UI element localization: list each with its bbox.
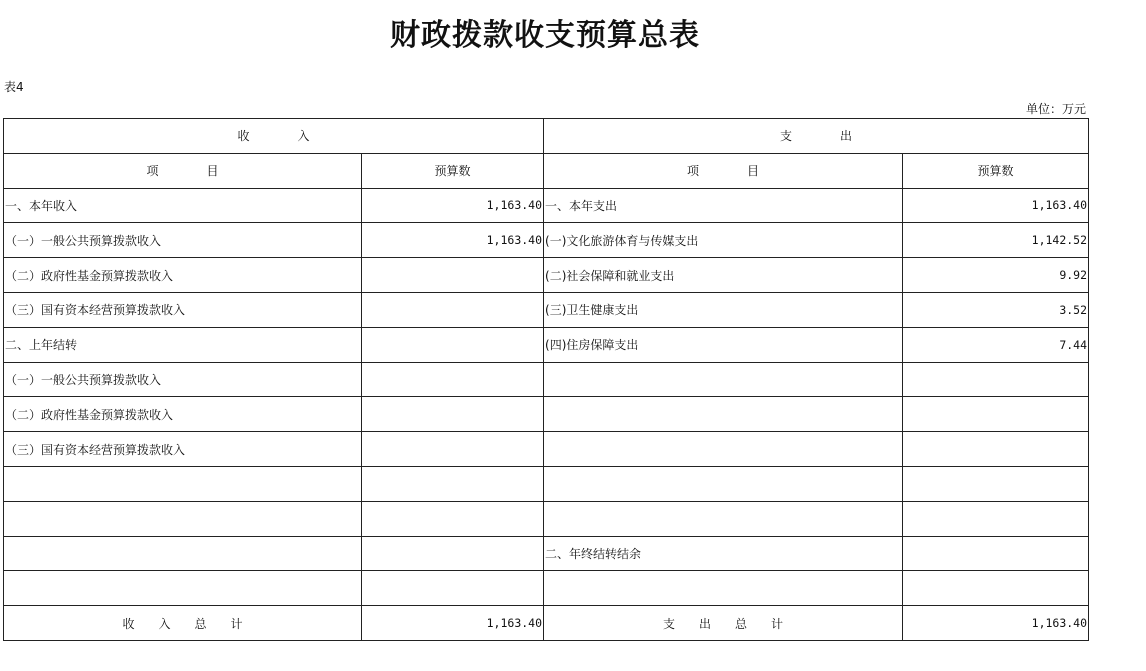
income-budget-cell (362, 397, 544, 432)
income-budget-cell (362, 362, 544, 397)
table-number: 表4 (4, 80, 24, 94)
section-header-row (4, 119, 1089, 154)
income-item-cell: （三）国有资本经营预算拨款收入 (4, 432, 362, 467)
income-item-cell: 二、上年结转 (4, 327, 362, 362)
expense-budget-cell (903, 536, 1089, 571)
totals-row (4, 606, 1089, 641)
page-title: 财政拨款收支预算总表 (390, 18, 700, 53)
income-budget-header: 预算数 (362, 153, 544, 188)
expense-budget-cell (903, 466, 1089, 501)
expense-total-value: 1,163.40 (903, 606, 1089, 641)
income-item-cell: （二）政府性基金预算拨款收入 (4, 258, 362, 293)
table-row (4, 397, 1089, 432)
expense-budget-cell (903, 397, 1089, 432)
income-item-cell: （二）政府性基金预算拨款收入 (4, 397, 362, 432)
table-row (4, 327, 1089, 362)
expense-budget-cell (903, 571, 1089, 606)
income-budget-cell (362, 536, 544, 571)
expense-item-cell (544, 466, 903, 501)
income-budget-cell (362, 432, 544, 467)
income-budget-cell: 1,163.40 (362, 223, 544, 258)
income-budget-cell (362, 571, 544, 606)
income-budget-cell: 1,163.40 (362, 188, 544, 223)
expense-budget-cell: 1,142.52 (903, 223, 1089, 258)
table-row (4, 362, 1089, 397)
table-row (4, 536, 1089, 571)
column-header-row (4, 153, 1089, 188)
expense-item-cell: 二、年终结转结余 (544, 536, 903, 571)
expense-item-cell (544, 397, 903, 432)
unit-label: 单位：万元 (1025, 102, 1086, 116)
budget-table (3, 118, 1089, 641)
table-row (4, 188, 1089, 223)
table-row (4, 292, 1089, 327)
income-item-cell (4, 466, 362, 501)
expense-item-cell (544, 571, 903, 606)
income-total-value: 1,163.40 (362, 606, 544, 641)
income-item-cell (4, 571, 362, 606)
income-item-header: 项 目 (4, 153, 362, 188)
table-row (4, 571, 1089, 606)
expense-item-cell (544, 362, 903, 397)
expense-budget-cell: 9.92 (903, 258, 1089, 293)
income-header: 收 入 (4, 119, 544, 154)
income-item-cell: （一）一般公共预算拨款收入 (4, 362, 362, 397)
income-item-cell: （一）一般公共预算拨款收入 (4, 223, 362, 258)
expense-budget-cell (903, 501, 1089, 536)
expense-total-label: 支 出 总 计 (544, 606, 903, 641)
expense-item-cell (544, 501, 903, 536)
table-row (4, 258, 1089, 293)
table-row (4, 501, 1089, 536)
income-budget-cell (362, 258, 544, 293)
expense-item-header: 项 目 (544, 153, 903, 188)
income-budget-cell (362, 501, 544, 536)
income-item-cell (4, 501, 362, 536)
expense-budget-cell: 1,163.40 (903, 188, 1089, 223)
income-budget-cell (362, 327, 544, 362)
expense-item-cell: (二)社会保障和就业支出 (544, 258, 903, 293)
income-item-cell: 一、本年收入 (4, 188, 362, 223)
table-row (4, 223, 1089, 258)
expense-budget-cell (903, 362, 1089, 397)
expense-item-cell: 一、本年支出 (544, 188, 903, 223)
expense-budget-cell: 7.44 (903, 327, 1089, 362)
income-item-cell: （三）国有资本经营预算拨款收入 (4, 292, 362, 327)
expense-item-cell: (四)住房保障支出 (544, 327, 903, 362)
expense-item-cell: (三)卫生健康支出 (544, 292, 903, 327)
expense-item-cell (544, 432, 903, 467)
income-total-label: 收 入 总 计 (4, 606, 362, 641)
expense-header: 支 出 (544, 119, 1089, 154)
table-row (4, 432, 1089, 467)
expense-budget-header: 预算数 (903, 153, 1089, 188)
income-item-cell (4, 536, 362, 571)
table-row (4, 466, 1089, 501)
expense-budget-cell: 3.52 (903, 292, 1089, 327)
income-budget-cell (362, 292, 544, 327)
expense-budget-cell (903, 432, 1089, 467)
expense-item-cell: (一)文化旅游体育与传媒支出 (544, 223, 903, 258)
income-budget-cell (362, 466, 544, 501)
